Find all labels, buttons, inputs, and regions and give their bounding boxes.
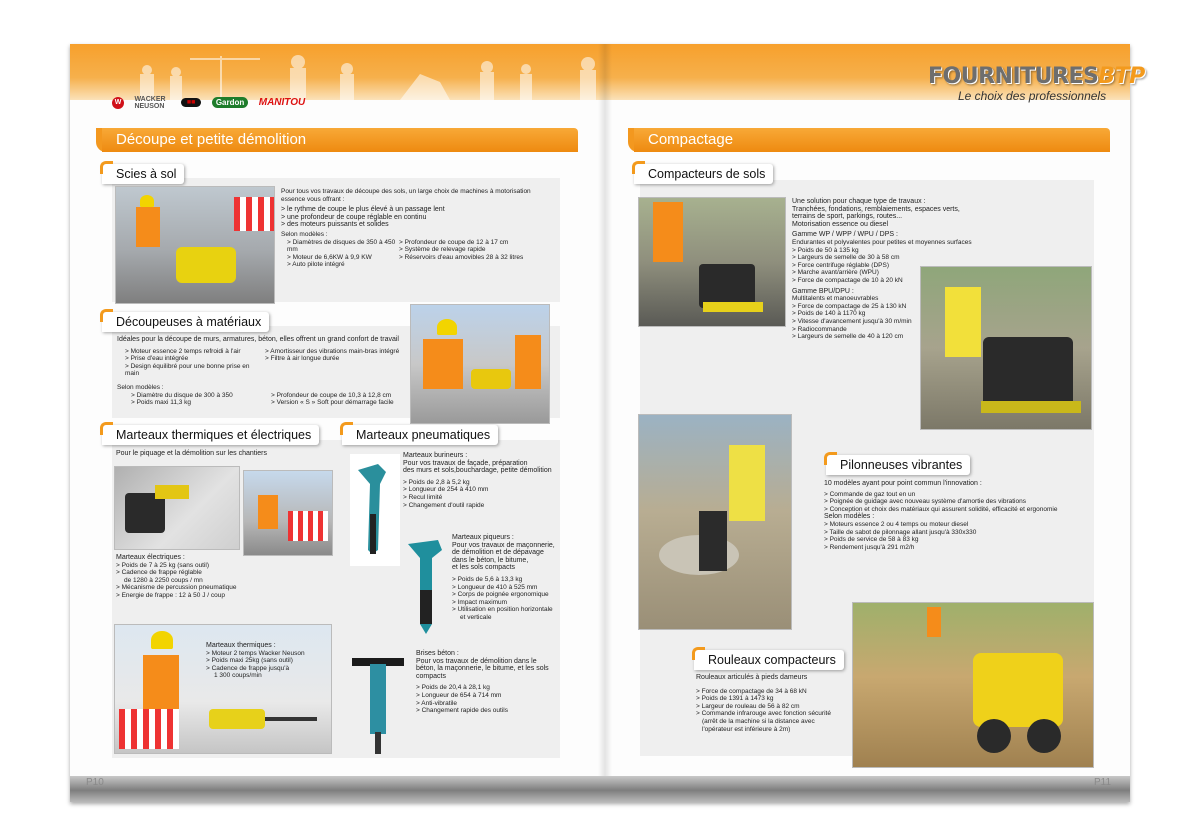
- burineurs-spec: > Recul limité: [403, 493, 443, 501]
- gamme1-label: Gamme WP / WPP / WPU / DPS :: [792, 231, 898, 239]
- piqueurs-desc: dans le béton, le bitume,: [452, 556, 529, 564]
- thermiques-text: [206, 642, 326, 680]
- burineurs-desc: Pour vos travaux de façade, préparation: [403, 459, 528, 467]
- photo-plate-compactor: [638, 197, 786, 327]
- scies-model: > Réservoirs d'eau amovibles 28 à 32 litres: [399, 253, 524, 261]
- thermiques-spec: 1 300 coups/min: [214, 672, 262, 680]
- piqueurs-spec: > Impact maximum: [452, 598, 508, 606]
- subtitle-pneumatiques: Marteaux pneumatiques: [342, 425, 498, 445]
- piqueurs-spec: et verticale: [460, 613, 492, 621]
- gamme1-spec: > Force de compactage de 10 à 20 kN: [792, 276, 903, 284]
- thermiques-intro: Pour le piquage et la démolition sur les chantiers: [116, 450, 267, 457]
- subtitle-decoupeuses: Découpeuses à matériaux: [102, 312, 269, 332]
- gamme2-spec: > Vitesse d'avancement jusqu'à 30 m/min: [792, 317, 912, 325]
- subtitle-rouleaux: Rouleaux compacteurs: [694, 650, 844, 670]
- brand-name-main: FOURNITURES: [928, 64, 1099, 89]
- rouleaux-bullet: (arrêt de la machine si la distance avec: [702, 717, 815, 725]
- pilonneuses-model: > Taille de sabot de pilonnage allant jusqu'à 330x330: [824, 528, 977, 536]
- photo-hammer-site: [243, 470, 333, 556]
- electriques-spec: de 1280 à 2250 coups / mn: [124, 576, 203, 584]
- scies-intro: Pour tous vos travaux de découpe des sols, un large choix de machines à motorisation essence vous offrant :: [281, 188, 531, 203]
- page-gutter: [598, 44, 612, 802]
- construction-silhouettes-icon: [70, 44, 630, 100]
- decoupeuses-feature: > Amortisseur des vibrations main-bras intégré: [265, 347, 400, 355]
- page-number-left: P10: [86, 777, 104, 788]
- pilonneuses-intro: 10 modèles ayant pour point commun l'innovation :: [824, 480, 982, 487]
- electriques-spec: > Energie de frappe : 12 à 50 J / coup: [116, 591, 225, 599]
- brises-spec: > Poids de 20,4 à 28,1 kg: [416, 684, 490, 692]
- pilonneuses-bullet: > Poignée de guidage avec nouveau système d'amortie des vibrations: [824, 498, 1026, 506]
- scies-bullet: > le rythme de coupe le plus élevé à un passage lent: [281, 206, 445, 214]
- electriques-spec: > Poids de 7 à 25 kg (sans outil): [116, 561, 210, 569]
- brand-name-accent: BTP: [1098, 64, 1145, 89]
- piqueurs-spec: > Utilisation en position horizontale: [452, 606, 553, 614]
- decoupeuses-intro: Idéales pour la découpe de murs, armatures, béton, elles offrent un grand confort de travail: [117, 336, 399, 343]
- scies-model: > Système de relevage rapide: [399, 246, 486, 254]
- brises-text: [416, 650, 556, 715]
- pilonneuses-model: > Poids de service de 58 à 83 kg: [824, 536, 919, 544]
- rouleaux-bullet: > Commande infrarouge avec fonction sécurité: [696, 710, 831, 718]
- brises-desc: compacts: [416, 672, 446, 680]
- brand-tagline: Le choix des professionnels: [958, 89, 1107, 103]
- decoupeuses-model: > Poids maxi 11,3 kg: [131, 399, 192, 407]
- brand-title: [928, 64, 1145, 89]
- photo-demolition-hammer: [402, 534, 450, 638]
- burineurs-spec: > Changement d'outil rapide: [403, 501, 485, 509]
- thermiques-label: Marteaux thermiques :: [206, 642, 276, 649]
- electriques-text: [116, 554, 246, 600]
- thermiques-spec: > Cadence de frappe jusqu'à: [206, 664, 290, 672]
- burineurs-spec: > Longueur de 254 à 410 mm: [403, 486, 489, 494]
- burineurs-spec: > Poids de 2,8 à 5,2 kg: [403, 478, 470, 486]
- brises-spec: > Changement rapide des outils: [416, 707, 508, 715]
- photo-cut-off-saw: [410, 304, 550, 424]
- subtitle-pilonneuses: Pilonneuses vibrantes: [826, 455, 970, 475]
- decoupeuses-text: [117, 336, 417, 407]
- piqueurs-spec: > Corps de poignée ergonomique: [452, 591, 549, 599]
- decoupeuses-models-label: Selon modèles :: [117, 383, 164, 391]
- scies-model: > Auto pilote intégré: [287, 261, 345, 269]
- electriques-label: Marteaux électriques :: [116, 554, 185, 561]
- subtitle-scies: Scies à sol: [102, 164, 184, 184]
- photo-electric-hammer: [114, 466, 240, 550]
- rouleaux-bullet: > Largeur de rouleau de 56 à 82 cm: [696, 702, 800, 710]
- piqueurs-spec: > Longueur de 410 à 525 mm: [452, 583, 538, 591]
- thermiques-spec: > Poids maxi 25kg (sans outil): [206, 657, 293, 665]
- logo-wacker: WACKER NEUSON: [134, 95, 166, 110]
- burineurs-desc: des murs et sols,bouchardage, petite démolition: [403, 467, 552, 475]
- rouleaux-intro: Rouleaux articulés à pieds dameurs: [696, 674, 808, 681]
- pilonneuses-bullet: > Commande de gaz tout en un: [824, 490, 916, 498]
- subtitle-thermiques: Marteaux thermiques et électriques: [102, 425, 319, 445]
- compacteurs-intro: Motorisation essence ou diesel: [792, 220, 889, 228]
- brises-label: Brises béton :: [416, 650, 459, 657]
- burineurs-label: Marteaux burineurs :: [403, 452, 468, 459]
- pilonneuses-text: [824, 480, 1088, 551]
- wacker-logo-icon: W: [112, 97, 124, 109]
- subtitle-compacteurs: Compacteurs de sols: [634, 164, 773, 184]
- rouleaux-bullet: > Force de compactage de 34 à 68 kN: [696, 687, 807, 695]
- scies-model: > Profondeur de coupe de 12 à 17 cm: [399, 238, 509, 246]
- photo-chipping-hammer: [350, 454, 400, 566]
- piqueurs-spec: > Poids de 5,6 à 13,3 kg: [452, 575, 523, 583]
- photo-floor-saw: [115, 186, 275, 304]
- photo-trench-roller: [852, 602, 1094, 768]
- gamme2-label: Gamme BPU/DPU :: [792, 287, 854, 295]
- scies-model: > Diamètres de disques de 350 à 450 mm: [287, 238, 396, 254]
- gamme2-spec: > Radiocommande: [792, 325, 847, 333]
- rouleaux-bullet: l'opérateur est inférieure à 2m): [702, 725, 791, 733]
- compacteurs-intro: Tranchées, fondations, remblaiements, espaces verts,: [792, 205, 960, 213]
- scies-text: [281, 188, 556, 269]
- decoupeuses-feature: > Moteur essence 2 temps refroidi à l'air: [125, 347, 241, 355]
- pilonneuses-models-label: Selon modèles :: [824, 513, 875, 521]
- logo-gardon: Gardon: [212, 97, 248, 108]
- scies-models-label: Selon modèles :: [281, 230, 328, 238]
- brises-spec: > Longueur de 654 à 714 mm: [416, 691, 502, 699]
- gamme1-spec: > Poids de 50 à 135 kg: [792, 246, 859, 254]
- photo-rammer: [638, 414, 792, 630]
- piqueurs-desc: et les sols compacts: [452, 564, 516, 572]
- photo-concrete-breaker: [350, 650, 406, 756]
- electriques-spec: > Cadence de frappe réglable: [116, 569, 202, 577]
- compacteurs-intro: terrains de sport, parkings, routes...: [792, 213, 903, 221]
- rouleaux-text: [696, 674, 852, 733]
- gamme2-spec: > Poids de 140 à 1170 kg: [792, 310, 866, 318]
- rouleaux-bullet: > Poids de 1391 à 1473 kg: [696, 695, 774, 703]
- page-number-right: P11: [1094, 777, 1112, 788]
- decoupeuses-feature: > Design équilibré pour une bonne prise en main: [125, 362, 250, 378]
- piqueurs-desc: de démolition et de dépavage: [452, 549, 544, 557]
- decoupeuses-feature: > Prise d'eau intégrée: [125, 355, 189, 363]
- scies-model: > Moteur de 6,6KW à 9,9 KW: [287, 253, 372, 261]
- thermiques-spec: > Moteur 2 temps Wacker Neuson: [206, 649, 305, 657]
- decoupeuses-model: > Diamètre du disque de 300 à 350: [131, 391, 233, 399]
- logo-red-badge: ■■: [181, 98, 201, 107]
- footer-band: [70, 776, 1130, 802]
- pilonneuses-model: > Moteurs essence 2 ou 4 temps ou moteur diesel: [824, 520, 969, 528]
- gamme1-spec: > Marche avant/arrière (WPU): [792, 269, 879, 277]
- gamme2-desc: Multitalents et manoeuvrables: [792, 295, 879, 303]
- scies-bullet: > une profondeur de coupe réglable en continu: [281, 213, 427, 221]
- pilonneuses-model: > Rendement jusqu'à 291 m2/h: [824, 543, 915, 551]
- gamme2-spec: > Largeurs de semelle de 40 à 120 cm: [792, 333, 904, 341]
- photo-reversible-compactor: [920, 266, 1092, 430]
- gamme1-desc: Endurantes et polyvalentes pour petites et moyennes surfaces: [792, 238, 972, 246]
- logo-manitou: MANITOU: [258, 97, 306, 109]
- decoupeuses-model: > Version « S » Soft pour démarrage facile: [271, 399, 394, 407]
- brises-desc: béton, la maçonnerie, le bitume, et les sols: [416, 665, 549, 673]
- electriques-spec: > Mécanisme de percussion pneumatique: [116, 584, 237, 592]
- piqueurs-label: Marteaux piqueurs :: [452, 534, 514, 541]
- gamme2-spec: > Force de compactage de 25 à 130 kN: [792, 302, 907, 310]
- piqueurs-desc: Pour vos travaux de maçonnerie,: [452, 541, 555, 549]
- compacteurs-intro: Une solution pour chaque type de travaux :: [792, 198, 926, 205]
- decoupeuses-model: > Profondeur de coupe de 10,3 à 12,8 cm: [271, 391, 392, 399]
- partner-logos: [112, 94, 311, 112]
- brises-desc: Pour vos travaux de démolition dans le: [416, 657, 537, 665]
- gamme1-spec: > Largeurs de semelle de 30 à 58 cm: [792, 254, 900, 262]
- section-title-compactage: Compactage: [634, 128, 1110, 152]
- section-title-decoupe: Découpe et petite démolition: [102, 128, 578, 152]
- pilonneuses-bullet: > Conception et choix des matériaux qui assurent solidité, efficacité et ergonomie: [824, 505, 1058, 513]
- burineurs-text: [403, 452, 555, 509]
- brises-spec: > Anti-vibratile: [416, 699, 458, 707]
- gamme1-spec: > Force centrifuge réglable (DPS): [792, 261, 890, 269]
- piqueurs-text: [452, 534, 558, 622]
- scies-bullet: > des moteurs puissants et solides: [281, 221, 389, 229]
- decoupeuses-feature: > Filtre à air longue durée: [265, 355, 340, 363]
